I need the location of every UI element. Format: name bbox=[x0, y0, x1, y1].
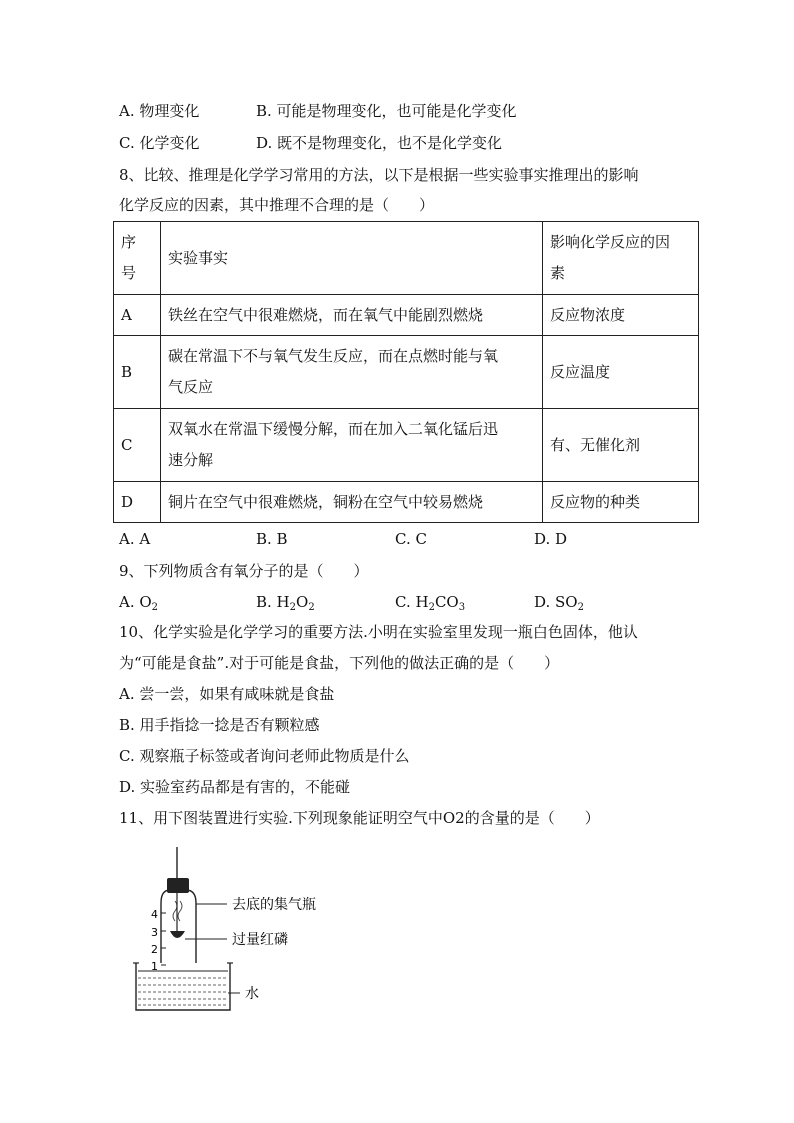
row-factor: 反应物的种类 bbox=[543, 482, 699, 523]
header-fact: 实验事实 bbox=[161, 222, 543, 295]
scale-label-4: 4 bbox=[151, 908, 158, 921]
apparatus-figure bbox=[130, 845, 350, 1015]
q8-stem-line2: 化学反应的因素，其中推理不合理的是（ ） bbox=[119, 196, 435, 214]
q8-option-a: A. A bbox=[119, 530, 151, 548]
water-hatching bbox=[138, 978, 228, 1005]
header-factor-line1: 影响化学反应的因 bbox=[550, 233, 671, 251]
table-row bbox=[114, 336, 699, 409]
row-factor: 反应物浓度 bbox=[543, 295, 699, 336]
q10-stem-line1: 10、化学实验是化学学习的重要方法.小明在实验室里发现一瓶白色固体，他认 bbox=[119, 623, 638, 641]
q10-option-a: A. 尝一尝，如果有咸味就是食盐 bbox=[119, 685, 335, 703]
q9-d-sub: 2 bbox=[577, 602, 584, 613]
rubber-stopper bbox=[167, 878, 189, 893]
row-factor: 有、无催化剂 bbox=[543, 409, 699, 482]
q10-option-b: B. 用手指捻一捻是否有颗粒感 bbox=[119, 716, 320, 734]
q9-b-text: B. H bbox=[256, 593, 290, 611]
header-index-line1: 序 bbox=[121, 233, 137, 251]
q8-option-c: C. C bbox=[395, 530, 427, 548]
bell-jar bbox=[161, 890, 196, 963]
label-phosphorus: 过量红磷 bbox=[232, 932, 288, 948]
row-fact bbox=[161, 295, 543, 336]
q8-option-d: D. D bbox=[534, 530, 568, 548]
q9-option-b bbox=[256, 592, 315, 612]
q8-table bbox=[113, 221, 699, 523]
table-row bbox=[114, 482, 699, 523]
q10-option-c: C. 观察瓶子标签或者询问老师此物质是什么 bbox=[119, 747, 410, 765]
q9-c-sub2: 3 bbox=[458, 602, 466, 613]
q7-option-c: C. 化学变化 bbox=[119, 134, 200, 152]
q8-option-b: B. B bbox=[256, 530, 288, 548]
red-phosphorus-spoon bbox=[170, 931, 185, 938]
q9-option-a bbox=[119, 592, 158, 612]
table-header-row bbox=[114, 222, 699, 295]
row-fact-line1: 碳在常温下不与氧气发生反应，而在点燃时能与氧 bbox=[168, 347, 499, 365]
q9-c-mid: CO bbox=[434, 593, 459, 611]
table-row bbox=[114, 295, 699, 336]
header-index bbox=[114, 222, 161, 295]
row-fact-line2: 速分解 bbox=[168, 451, 214, 469]
row-fact-line1: 双氧水在常温下缓慢分解，而在加入二氧化锰后迅 bbox=[168, 420, 499, 438]
row-fact-line1: 铁丝在空气中很难燃烧，而在氧气中能剧烈燃烧 bbox=[168, 305, 484, 324]
label-water: 水 bbox=[245, 986, 259, 1002]
smoke-icon bbox=[178, 901, 182, 921]
q9-stem: 9、下列物质含有氧分子的是（ ） bbox=[119, 562, 369, 580]
row-fact bbox=[161, 482, 543, 523]
q9-option-c bbox=[395, 592, 465, 612]
row-fact bbox=[161, 336, 543, 409]
q8-stem-line1: 8、比较、推理是化学学习常用的方法，以下是根据一些实验事实推理出的影响 bbox=[119, 166, 639, 184]
q11-stem: 11、用下图装置进行实验.下列现象能证明空气中O2的含量的是（ ） bbox=[119, 809, 600, 827]
scale-label-3: 3 bbox=[151, 926, 158, 939]
q9-c-sub1: 2 bbox=[428, 602, 435, 613]
q9-a-sub: 2 bbox=[151, 602, 159, 613]
row-id: B bbox=[114, 336, 161, 409]
q10-stem-line2: 为“可能是食盐”.对于可能是食盐，下列他的做法正确的是（ ） bbox=[119, 654, 560, 672]
header-factor-line2: 素 bbox=[550, 264, 566, 282]
header-index-line2: 号 bbox=[121, 264, 137, 282]
q9-b-sub1: 2 bbox=[289, 602, 297, 613]
q10-option-d: D. 实验室药品都是有害的，不能碰 bbox=[119, 778, 351, 796]
row-fact bbox=[161, 409, 543, 482]
q9-b-mid: O bbox=[296, 593, 309, 611]
row-fact-line1: 铜片在空气中很难燃烧，铜粉在空气中较易燃烧 bbox=[168, 492, 484, 511]
q9-c-text: C. H bbox=[395, 593, 429, 611]
scale-label-2: 2 bbox=[151, 943, 158, 956]
row-fact-line2: 气反应 bbox=[168, 378, 214, 396]
label-jar: 去底的集气瓶 bbox=[232, 897, 316, 913]
q7-option-d: D. 既不是物理变化，也不是化学变化 bbox=[256, 134, 503, 152]
scale-label-1: 1 bbox=[151, 960, 158, 973]
smoke-icon bbox=[173, 901, 177, 921]
q9-d-text: D. SO bbox=[534, 593, 578, 611]
q9-option-d bbox=[534, 592, 584, 612]
row-id: A bbox=[114, 295, 161, 336]
q7-option-b: B. 可能是物理变化，也可能是化学变化 bbox=[256, 102, 517, 120]
row-factor: 反应温度 bbox=[543, 336, 699, 409]
table-row bbox=[114, 409, 699, 482]
q7-option-a: A. 物理变化 bbox=[119, 102, 200, 120]
q9-b-sub2: 2 bbox=[308, 602, 315, 613]
row-id: C bbox=[114, 409, 161, 482]
row-id: D bbox=[114, 482, 161, 523]
header-factor bbox=[543, 222, 699, 295]
q9-a-text: A. O bbox=[119, 593, 152, 611]
